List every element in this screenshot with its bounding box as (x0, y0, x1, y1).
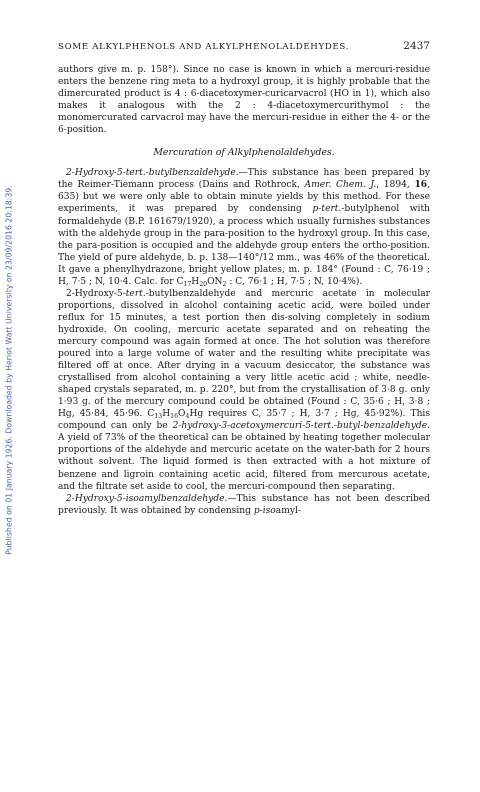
running-title: SOME ALKYLPHENOLS AND ALKYLPHENOLALDEHYDES. (58, 42, 350, 52)
page-number: 2437 (403, 40, 430, 52)
journal-citation: Amer. Chem. J. (304, 180, 377, 191)
download-watermark-text: Published on 01 January 1926. Downloaded by Heriot Watt University on 23/09/2016 20:18:39. (4, 185, 14, 555)
running-header (58, 40, 430, 52)
download-watermark (2, 60, 16, 680)
volume-number: 16 (414, 179, 428, 191)
journal-page (58, 40, 430, 517)
paragraph-isoamylbenzaldehyde: 2-Hydroxy-5-isoamylbenzaldehyde.—This substance has not been described previously. It was obtained by condensing p-isoamyl- (58, 493, 430, 516)
paragraph-mercuration: 2-Hydroxy-5-tert.-butylbenzaldehyde and mercuric acetate in molecular proportions, dissolved in alcohol containing acetic acid, were boiled under reflux for 15 minutes, a test portion then dis-solving completely in sodium hydroxide. On cooling, mercuric acetate separated and on reheating the mercury compound was again formed at once. The hot solution was therefore poured into a large volume of water and the resulting white precipitate was filtered off at once. After drying in a vacuum desiccator, the substance was crystallised from alcohol containing a very little acetic acid ; white, needle-shaped crystals separated, m. p. 220°, but from the crystallisation of 3·8 g. only 1·93 g. of the mercury compound could be obtained (Found : C, 35·6 ; H, 3·8 ; Hg, 45·84, 45·96. $C_{13}H_{16}O_4Hg$ requires C, 35·7 ; H, 3·7 ; Hg, 45·92%). This compound can only be 2-hydroxy-3-acetoxymercuri-5-tert.-butyl-benzaldehyde. A yield of 73% of the theoretical can be obtained by heating together molecular proportions of the aldehyde and mercuric acetate on the water-bath for 2 hours without solvent. The liquid formed is then extracted with a hot mixture of benzene and ligroin containing acetic acid, filtered from mercurous acetate, and the filtrate set aside to cool, the mercuri-compound then separating. (58, 288, 431, 492)
product-name: 2-hydroxy-3-acetoxymercuri-5-tert.-butyl-benzaldehyde (172, 421, 428, 432)
paragraph-butylbenzaldehyde: 2-Hydroxy-5-tert.-butylbenzaldehyde.—This substance has been prepared by the Reimer-Tiemann process (Dains and Rothrock, Amer. Chem. J., 1894, 16, 635) but we were only able to obtain minute yields by this method. For these experiments, it was prepared by condensing p-tert.-butylphenol with formaldehyde (B.P. 161679/1920), a process which usually furnishes substances with the aldehyde group in the para-position to the hydroxyl group. In this case, the para-position is occupied and the aldehyde group enters the ortho-position. The yield of pure aldehyde, b. p. 138—140°/12 mm., was 46% of the theoretical. It gave a phenylhydrazone, bright yellow plates, m. p. 184° (Found : C, 76·19 ; H, 7·5 ; N, 10·4. Calc. for $C_{17}H_{20}ON_2$ : C, 76·1 ; H, 7·5 ; N, 10·4%). (58, 168, 430, 288)
reagent-name: p-iso (253, 505, 276, 516)
paragraph-carvacrol: authors give m. p. 158°). Since no case is known in which a mercuri-residue enters the benzene ring meta to a hydroxyl group, it is highly probable that the dimercurated product is 4 : 6-diacetoxymer-curicarvacrol (HO in 1), which also makes it analogous with the 2 : 4-diacetoxymercurithymol : the monomercurated carvacrol may have the mercuri-residue in either the 4- or the 6-position. (58, 65, 430, 136)
article-body (58, 64, 430, 517)
compound-name: 2-Hydroxy-5-tert.-butylbenzaldehyde. (66, 168, 239, 179)
compound-name: 2-Hydroxy-5-isoamylbenzaldehyde. (66, 493, 228, 504)
section-heading: Mercuration of Alkylphenolaldehydes. (153, 147, 335, 159)
reagent-name: p-tert. (312, 204, 342, 215)
